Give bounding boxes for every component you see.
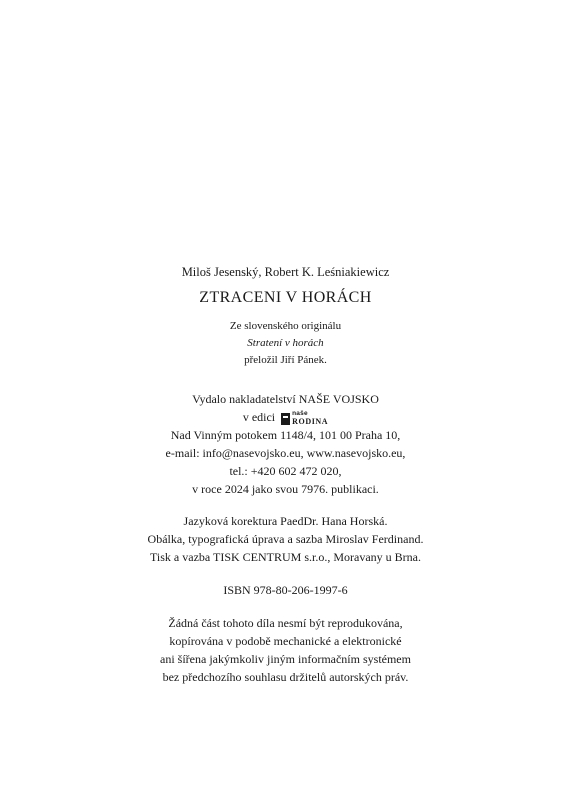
printing-credit: Tisk a vazba TISK CENTRUM s.r.o., Moravany u Brna. — [150, 550, 421, 564]
rights-line-3: ani šířena jakýmkoliv jiným informačním systémem — [160, 652, 411, 666]
design-credit: Obálka, typografická úprava a sazba Miroslav Ferdinand. — [147, 532, 424, 546]
rights-line-2: kopírována v podobě mechanické a elektronické — [169, 634, 402, 648]
rights-line-1: Žádná část tohoto díla nesmí být reprodukována, — [168, 616, 403, 630]
nase-rodina-logo — [281, 412, 328, 426]
logo-text-bottom: RODINA — [292, 417, 329, 426]
publication-year-note: v roce 2024 jako svou 7976. publikaci. — [192, 482, 379, 496]
logo-text-top: naše — [292, 410, 308, 417]
publisher-contact: e-mail: info@nasevojsko.eu, www.nasevojsko.eu, — [165, 446, 406, 460]
proofreading-credit: Jazyková korektura PaedDr. Hana Horská. — [183, 514, 388, 528]
book-authors: Miloš Jesenský, Robert K. Leśniakiewicz — [181, 265, 390, 279]
logo-mark-icon — [281, 413, 290, 425]
rights-line-4: bez předchozího souhlasu držitelů autorských práv. — [162, 670, 409, 684]
original-title: Stratení v horách — [247, 337, 324, 349]
edition-line — [0, 409, 571, 426]
book-title: ZTRACENI V HORÁCH — [199, 289, 372, 306]
publisher-phone: tel.: +420 602 472 020, — [229, 464, 342, 478]
isbn: ISBN 978-80-206-1997-6 — [223, 583, 348, 597]
edition-prefix: v edici — [242, 410, 276, 424]
translation-source-line: Ze slovenského originálu — [229, 320, 342, 332]
translator-line: přeložil Jiří Pánek. — [244, 354, 327, 366]
publisher-line: Vydalo nakladatelství NAŠE VOJSKO — [192, 392, 379, 406]
publisher-address: Nad Vinným potokem 1148/4, 101 00 Praha 10, — [170, 428, 401, 442]
